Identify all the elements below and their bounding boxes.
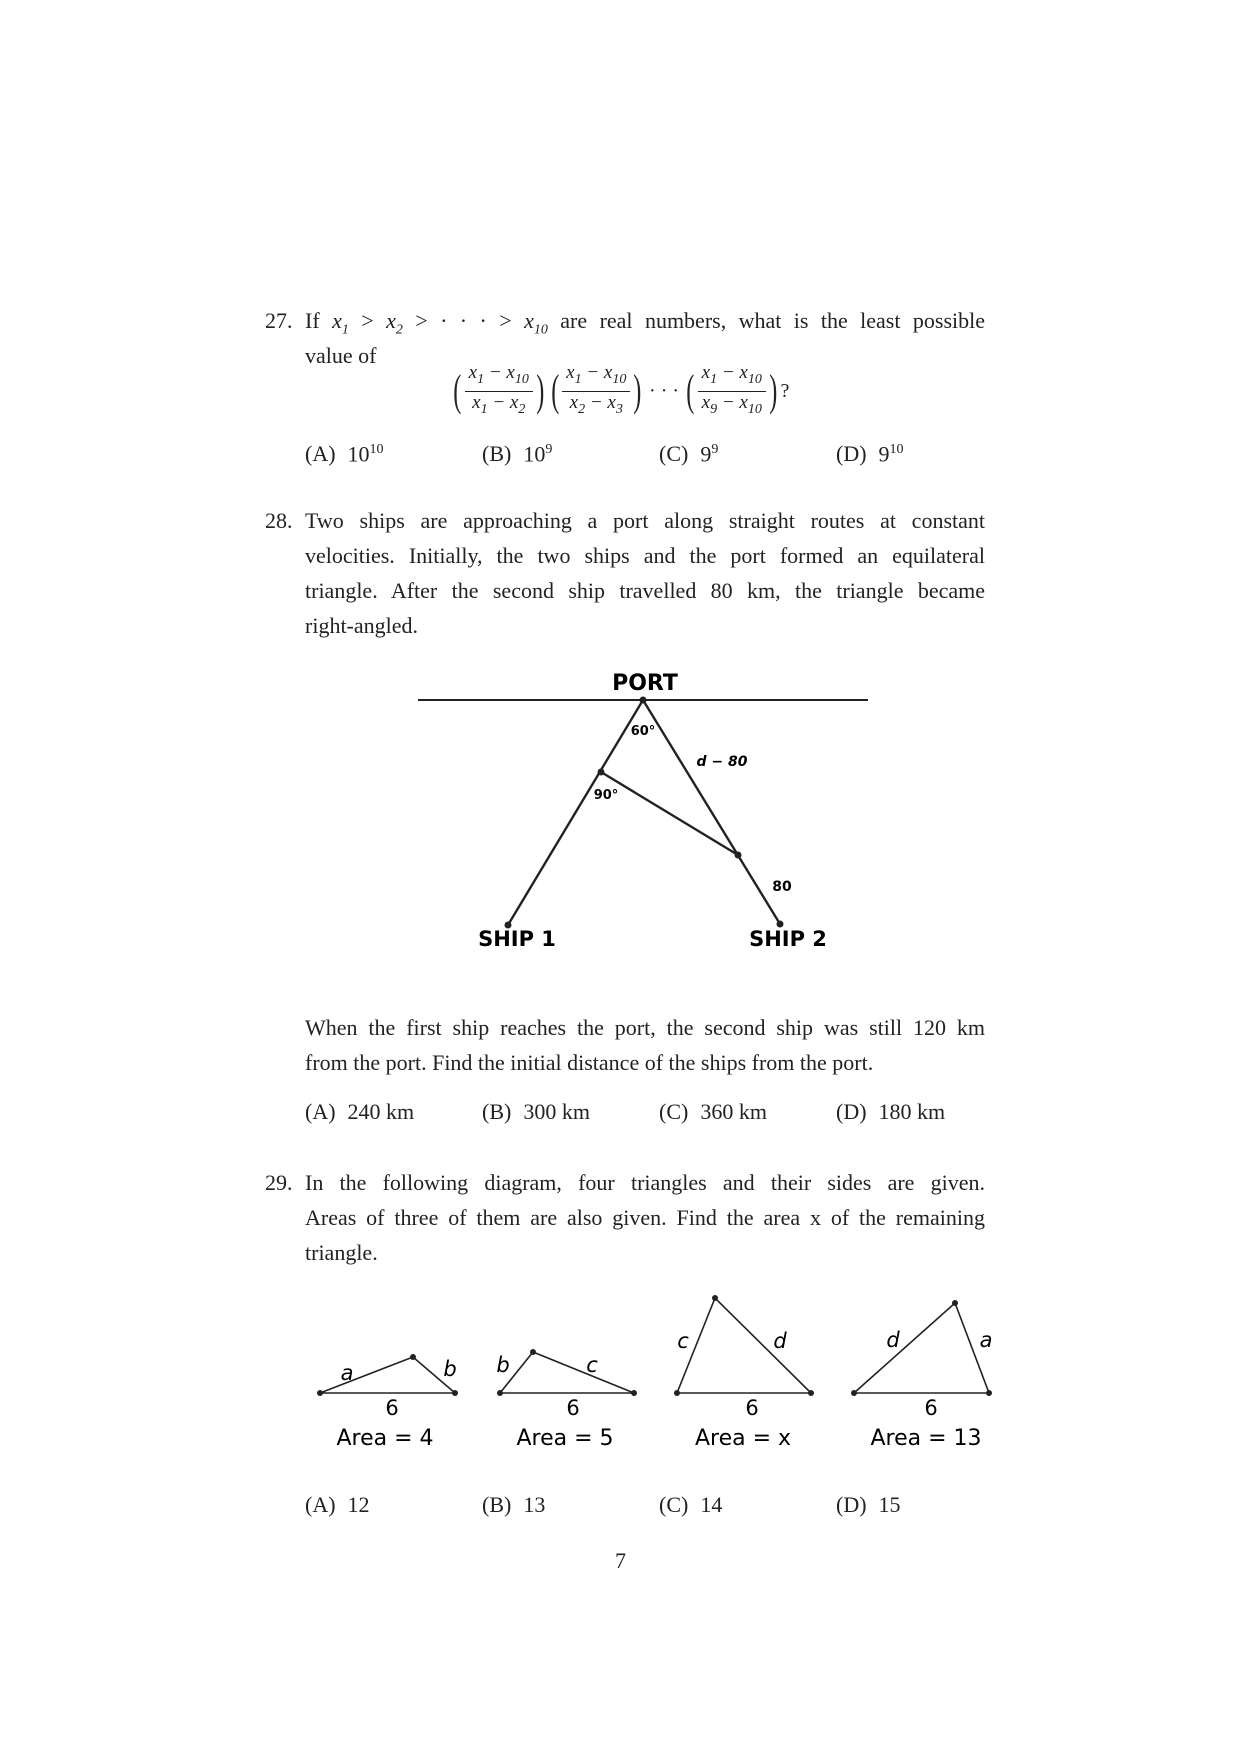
ship2-label: SHIP 2 bbox=[749, 927, 827, 951]
port-label: PORT bbox=[612, 671, 678, 696]
triangle-4-side-left: d bbox=[886, 1328, 900, 1352]
option-c[interactable]: (C) $9^9$ bbox=[659, 441, 719, 467]
triangle-3 bbox=[674, 1295, 814, 1451]
question-text-line: right-angled. bbox=[305, 613, 419, 638]
question-number: 28. bbox=[265, 508, 293, 533]
question-number: 29. bbox=[265, 1170, 293, 1195]
option-a[interactable]: (A) $10^{10}$ bbox=[305, 441, 384, 467]
triangle-4-base: 6 bbox=[924, 1396, 938, 1420]
option-a[interactable]: (A) 12 bbox=[305, 1492, 370, 1517]
option-c[interactable]: (C) 360 km bbox=[659, 1099, 767, 1124]
option-d[interactable]: (D) 180 km bbox=[836, 1099, 946, 1124]
triangle-3-side-left: c bbox=[677, 1329, 689, 1353]
triangles-diagram bbox=[0, 1280, 1241, 1460]
question-text-line: value of bbox=[305, 343, 377, 368]
triangle-2-side-left: b bbox=[496, 1353, 510, 1377]
question-number: 27. bbox=[265, 308, 293, 333]
angle-90-label: 90° bbox=[593, 788, 619, 803]
triangle-3-area: Area = x bbox=[694, 1426, 792, 1451]
triangle-2 bbox=[496, 1349, 637, 1451]
triangle-1-side-left: a bbox=[340, 1361, 354, 1385]
question-text-line: Areas of three of them are also given. Find the area x of the remaining bbox=[305, 1205, 985, 1230]
option-b[interactable]: (B) 13 bbox=[482, 1492, 546, 1517]
triangle-1-side-right: b bbox=[443, 1357, 457, 1381]
triangle-4 bbox=[851, 1300, 992, 1451]
question-text-line: In the following diagram, four triangles and their sides are given. bbox=[305, 1170, 985, 1195]
question-text-line: from the port. Find the initial distance of the ships from the port. bbox=[305, 1050, 874, 1075]
question-text-line: velocities. Initially, the two ships and the port formed an equilateral bbox=[305, 543, 985, 568]
product-expression: ( $\frac{x_1 - x_{10}}{x_1 - x_2}$ ) ( $\frac{x_1 - x_{10}}{x_2 - x_3}$ ) · · · ( $\frac{x_1 - x_{10}}{x_9 - x_{10}}$ ) ? bbox=[453, 362, 790, 417]
question-text-line: When the first ship reaches the port, the second ship was still 120 km bbox=[305, 1015, 985, 1040]
ship1-label: SHIP 1 bbox=[478, 927, 556, 951]
question-text-line: Two ships are approaching a port along straight routes at constant bbox=[305, 508, 985, 533]
side-label: d − 80 bbox=[696, 754, 748, 770]
ship1-position bbox=[598, 769, 605, 776]
option-b[interactable]: (B) $10^9$ bbox=[482, 441, 553, 467]
triangle-3-base: 6 bbox=[745, 1396, 759, 1420]
ship1-route bbox=[508, 700, 643, 925]
triangle-2-base: 6 bbox=[566, 1396, 580, 1420]
triangle-2-side-right: c bbox=[586, 1353, 598, 1377]
option-c[interactable]: (C) 14 bbox=[659, 1492, 723, 1517]
segment-label: 80 bbox=[772, 879, 792, 895]
option-d[interactable]: (D) $9^{10}$ bbox=[836, 441, 904, 467]
ship2-route bbox=[643, 700, 780, 924]
page-number: 7 bbox=[615, 1548, 626, 1573]
question-text-line: If $x_1 > x_2$ > · · · > $x_{10}$ are real numbers, what is the least possible bbox=[305, 308, 986, 338]
option-a[interactable]: (A) 240 km bbox=[305, 1099, 415, 1124]
triangle-1-area: Area = 4 bbox=[336, 1426, 434, 1451]
triangle-4-area: Area = 13 bbox=[870, 1426, 982, 1451]
angle-60-label: 60° bbox=[630, 724, 656, 739]
question-text-line: triangle. bbox=[305, 1240, 378, 1265]
question-text-line: triangle. After the second ship travelled 80 km, the triangle became bbox=[305, 578, 985, 603]
triangle-4-side-right: a bbox=[979, 1328, 993, 1352]
port-point bbox=[640, 697, 647, 704]
triangle-1-base: 6 bbox=[385, 1396, 399, 1420]
ship2-position bbox=[735, 852, 742, 859]
triangle-2-area: Area = 5 bbox=[516, 1426, 614, 1451]
triangle-1 bbox=[317, 1354, 458, 1451]
perpendicular-segment bbox=[601, 772, 738, 855]
triangle-3-side-right: d bbox=[773, 1329, 787, 1353]
option-d[interactable]: (D) 15 bbox=[836, 1492, 901, 1517]
option-b[interactable]: (B) 300 km bbox=[482, 1099, 590, 1124]
